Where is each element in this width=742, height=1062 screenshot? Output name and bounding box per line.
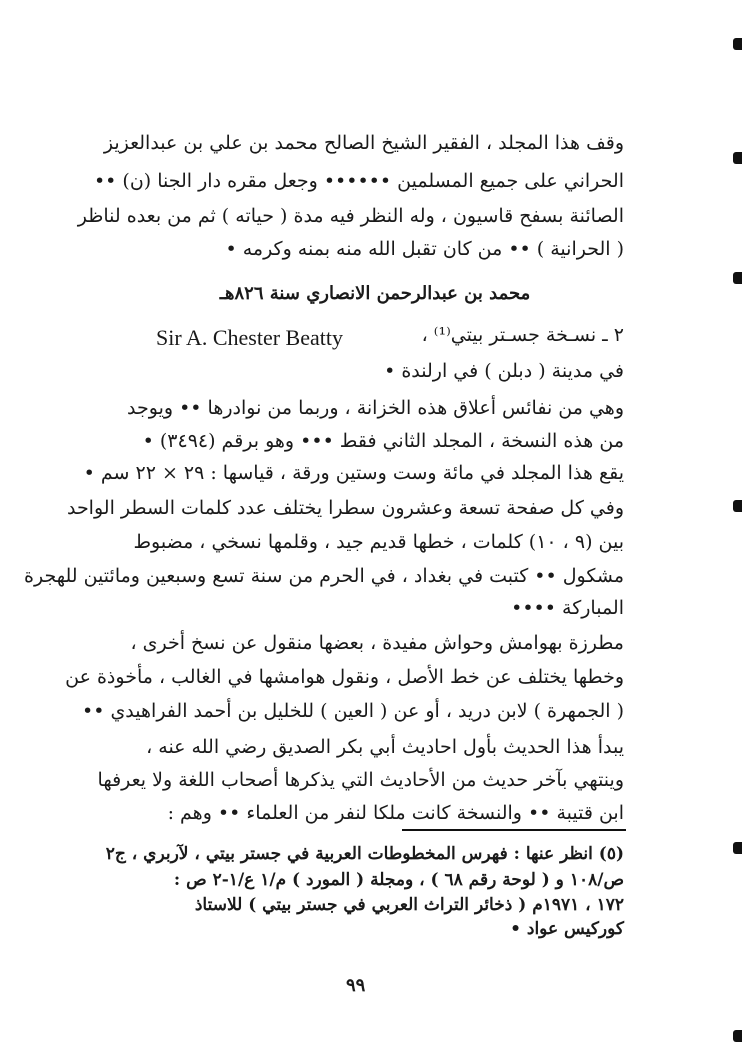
text-line: وفي كل صفحة تسعة وعشرون سطرا يختلف عدد كلمات السطر الواحد [66,497,624,519]
text-line: يقع هذا المجلد في مائة وست وستين ورقة ، قياسها : ٢٩ × ٢٢ سم • [83,462,624,484]
text-line: وينتهي بآخر حديث من الأحاديث التي يذكرها أصحاب اللغة ولا يعرفها [97,769,624,791]
text-line: وخطها يختلف عن خط الأصل ، ونقول هوامشها في الغالب ، مأخوذة عن [65,666,624,688]
text-line: وقف هذا المجلد ، الفقير الشيخ الصالح محمد بن علي بن عبدالعزيز [103,132,624,154]
text-line: في مدينة ( دبلن ) في ارلندة • [384,360,624,382]
text-line: وهي من نفائس أعلاق هذه الخزانة ، وربما من نوادرها •• ويوجد [127,397,624,419]
text-line: ابن قتيبة •• والنسخة كانت ملكا لنفر من العلماء •• وهم : [167,802,624,824]
text-line: الحراني على جميع المسلمين •••••• وجعل مقره دار الجنا (ن) •• [93,170,624,192]
edge-mark [733,272,742,284]
page-number: ٩٩ [346,975,366,996]
copy-title: ٢ ـ نسـخة جسـتر بيتي⁽¹⁾ ، [421,324,624,346]
copy-latin-name: Sir A. Chester Beatty [156,325,343,350]
edge-mark [733,152,742,164]
text-line: ( الجمهرة ) لابن دريد ، أو عن ( العين ) للخليل بن أحمد الفراهيدي •• [81,700,624,722]
edge-mark [733,500,742,512]
footnote-line: ص/١٠٨ و ( لوحة رقم ٦٨ ) ، ومجلة ( المورد ) م/١ ع/١-٢ ص : [173,870,624,890]
text-line: مشكول •• كتبت في بغداد ، في الحرم من سنة تسع وسبعين ومائتين للهجرة [24,565,624,587]
footnote-line: (٥) انظر عنها : فهرس المخطوطات العربية في جستر بيتي ، لآربري ، ج٢ [105,844,624,864]
text-line: من هذه النسخة ، المجلد الثاني فقط ••• وهو برقم (٣٤٩٤) • [142,430,624,452]
edge-mark [733,1030,742,1042]
edge-mark [733,38,742,50]
section-heading: محمد بن عبدالرحمن الانصاري سنة ٨٢٦هـ [219,283,531,304]
text-line: يبدأ هذا الحديث بأول احاديث أبي بكر الصديق رضي الله عنه ، [146,736,624,758]
edge-mark [733,842,742,854]
text-line: الصائنة بسفح قاسيون ، وله النظر فيه مدة ( حياته ) ثم من بعده لناظر [77,205,624,227]
text-line: المباركة •••• [511,597,624,619]
text-line: بين (٩ ، ١٠) كلمات ، خطها قديم جيد ، وقلمها نسخي ، مضبوط [133,531,624,553]
text-line: ( الحرانية ) •• من كان تقبل الله منه بمنه وكرمه • [225,238,624,260]
footnote-separator [402,829,626,831]
text-line: مطرزة بهوامش وحواش مفيدة ، بعضها منقول عن نسخ أخرى ، [130,632,624,654]
footnote-line: ١٧٢ ، ١٩٧١م ( ذخائر التراث العربي في جستر بيتي ) للاستاذ [194,895,624,915]
footnote-line: كوركيس عواد • [510,919,624,939]
